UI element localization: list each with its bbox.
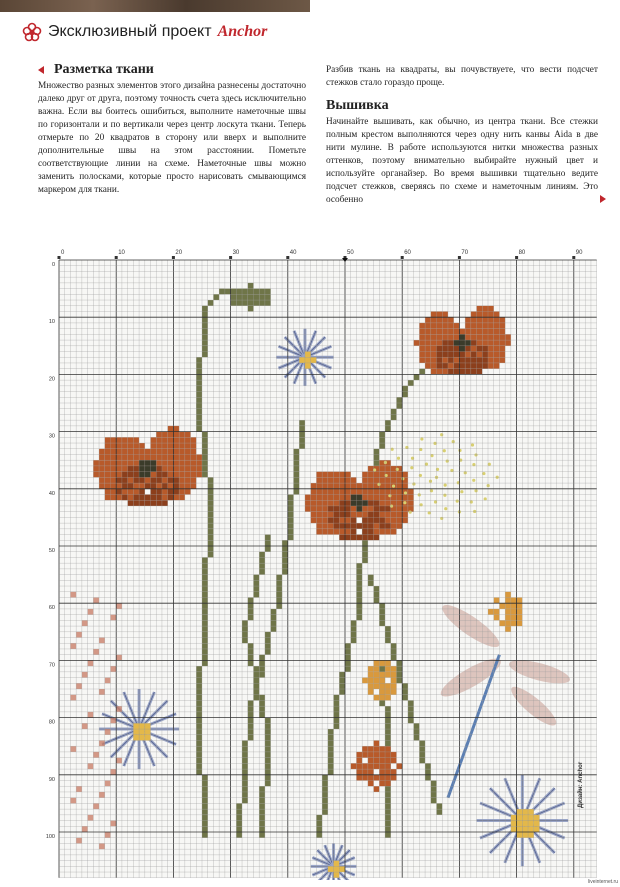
markup-paragraph: Множество разных элементов этого дизайна разнесены достаточно далеко друг от друга, поэтому точность счета здесь исключительно важна. Если вы боитесь ошибиться, выполните наметочные швы по горизонтали и по вертикали через центр лоскута ткани. Теперь отмерьте по 20 квадратов в сторону или вверх и выполните дополнительные швы на этом расстоянии. Пометьте соответствующие линии на схеме. Наметочные швы можно заменить полосками, которые просто нарисовать смывающимся маркером для ткани. <box>38 81 306 195</box>
x-tick-label: 10 <box>118 250 125 256</box>
x-tick-mark <box>229 256 232 259</box>
x-tick-mark <box>172 256 175 259</box>
y-tick-label: 70 <box>48 662 55 669</box>
x-tick-mark <box>115 256 118 259</box>
y-tick-label: 10 <box>48 319 55 326</box>
y-tick-label: 80 <box>48 719 55 726</box>
y-tick-label: 20 <box>48 376 55 383</box>
intro-paragraph: Разбив ткань на квадраты, вы почувствуете, что вести подсчет стежков стало гораздо проще. <box>326 65 598 88</box>
y-tick-label: 0 <box>51 262 55 268</box>
x-tick-label: 70 <box>461 250 469 256</box>
y-tick-label: 90 <box>48 776 55 783</box>
top-photo-strip <box>0 0 310 12</box>
design-credit: Дизайн: Anchor <box>578 761 584 808</box>
x-tick-mark <box>515 256 518 259</box>
x-tick-label: 80 <box>518 250 526 256</box>
x-tick-mark <box>458 256 461 259</box>
y-tick-label: 40 <box>48 490 55 497</box>
x-tick-label: 30 <box>232 250 240 256</box>
y-tick-label: 50 <box>48 548 55 554</box>
brand-logo: Anchor <box>217 23 268 40</box>
x-tick-label: 20 <box>175 250 183 256</box>
site-watermark: liveinternet.ru <box>587 879 618 885</box>
daisy-bottom-left-center <box>133 723 150 740</box>
arrow-left-icon <box>38 66 44 74</box>
cross-stitch-chart <box>37 242 605 880</box>
y-tick-label: 60 <box>48 605 55 612</box>
right-column <box>326 64 598 207</box>
x-tick-label: 40 <box>289 250 297 256</box>
flower-icon <box>22 22 42 42</box>
left-column <box>38 62 306 197</box>
x-tick-label: 90 <box>575 250 583 256</box>
arrow-right-icon <box>600 195 606 203</box>
x-tick-mark <box>401 256 404 259</box>
page-header <box>22 20 267 44</box>
chart-svg <box>37 242 605 880</box>
x-tick-mark <box>572 256 575 259</box>
embroidery-paragraph: Начинайте вышивать, как обычно, из центра ткани. Все стежки полным крестом выполняются через одну нить канвы Aida в две нити мулине. В работе используются нитки множества разных оттенков, поэтому внимательно выбирайте нужный цвет и используйте органайзер. Во время вышивки тщательно ведите подсчет стежков, сверяясь по схеме и наметочным линиям. Это особенно <box>326 117 598 205</box>
y-tick-label: 100 <box>45 834 55 840</box>
y-tick-label: 30 <box>48 433 55 440</box>
x-tick-label: 50 <box>347 250 354 256</box>
x-tick-label: 0 <box>61 250 65 256</box>
x-tick-mark <box>58 256 61 259</box>
section-title-markup: Разметка ткани <box>54 62 154 77</box>
header-title: Эксклюзивный проект <box>48 23 212 40</box>
section-title-embroidery: Вышивка <box>326 98 389 113</box>
x-tick-mark <box>286 256 289 259</box>
x-tick-label: 60 <box>404 250 411 256</box>
